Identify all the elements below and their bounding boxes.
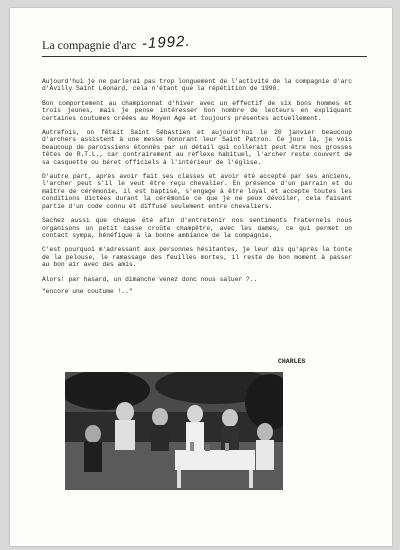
paragraph-6: C'est pourquoi m'adressant aux personnes hésitantes, je leur dis qu'après la tonte de la pelouse, le ramassage des feuilles mortes, il reste de bon moment à passer au bon air avec des amis. — [42, 246, 352, 269]
paragraph-7: Alors! par hasard, un dimanche venez donc nous saluer ?.. — [42, 275, 258, 283]
paragraph-5: Sachez aussi que chaque été afin d'entretenir nos sentiments fraternels nous organisons un petit casse croûte champêtre, avec les dames, ce qui permet un contact sympa, bénéfique à la bonne ambiance de la compagnie. — [42, 217, 352, 239]
document-page — [10, 8, 392, 546]
article-body — [42, 78, 352, 300]
paragraph-3: Autrefois, on fêtait Saint Sébastien et aujourd'hui le 20 janvier beaucoup d'archers assistent à une messe honorant leur Saint Patron. Ce jour là, je vois beaucoup de paroissiens étonnés par un détail qui collerait peut être nos grosses têtes de R.T.L., car contrairement au réflexe habituel, l'archer reste couvert de sa casquette ou béret officiels à l'intérieur de l'église. — [42, 129, 352, 166]
photo-illustration — [65, 372, 283, 490]
paragraph-1: Aujourd'hui je ne parlerai pas trop longuement de l'activité de la compagnie d'arc d'Avilly Saint Léonard, cela n'étant que la répétition de 1990. — [42, 78, 352, 93]
title-underline — [42, 56, 367, 57]
paragraph-4: D'autre part, après avoir fait ses classes et avoir été accepté par ses anciens, l'archer peut s'il le veut être reçu chevalier. En présence d'un parrain et du maître de cérémonie, il est baptisé, s'engage à être loyal et accepte toutes les conditions dictées durant la cérémonie ce que je ne peux dévoiler, cela faisant partie d'un code connu et diffusé seulement entre chevaliers. — [42, 173, 352, 210]
group-photo — [65, 372, 283, 490]
document-title: La compagnie d'arc — [42, 38, 137, 52]
paragraph-2: Bon comportement au championnat d'hiver avec un effectif de six bons hommes et trois jeunes, mais je pense intéresser bon nombre de lecteurs en expliquant certaines coutumes créées au Moyen Age et toujours présentes actuellement. — [42, 99, 352, 122]
signature: CHARLES — [278, 358, 306, 365]
paragraph-8: "encore une coutume !.." — [42, 287, 133, 295]
document-header — [42, 32, 382, 58]
handwritten-year: -1992. — [141, 32, 191, 53]
